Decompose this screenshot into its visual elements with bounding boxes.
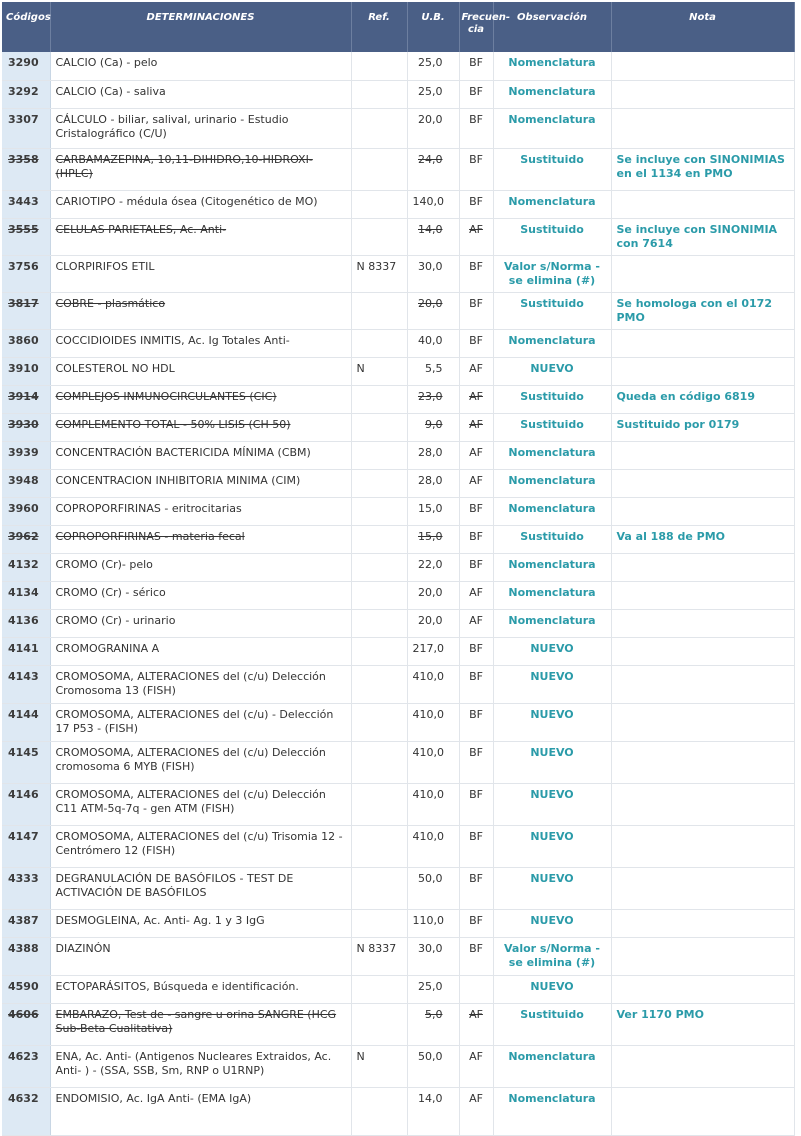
cell-obs: Nomenclatura	[493, 469, 611, 497]
cell-ref	[351, 190, 407, 218]
cell-ref: N	[351, 1045, 407, 1087]
cell-nota: Se homologa con el 0172 PMO	[611, 292, 794, 329]
cell-ref	[351, 637, 407, 665]
cell-det: COBRE - plasmático	[50, 292, 351, 329]
cell-det: CELULAS PARIETALES, Ac. Anti-	[50, 218, 351, 255]
cell-frec: BF	[459, 867, 493, 909]
cell-code: 3962	[2, 525, 50, 553]
cell-det: COLESTEROL NO HDL	[50, 357, 351, 385]
cell-code: 3860	[2, 329, 50, 357]
cell-ref	[351, 581, 407, 609]
header-determinaciones: DETERMINACIONES	[50, 2, 351, 52]
cell-ub: 30,0	[407, 255, 459, 292]
cell-ref	[351, 80, 407, 108]
cell-ref	[351, 609, 407, 637]
cell-frec: BF	[459, 255, 493, 292]
cell-obs: Nomenclatura	[493, 441, 611, 469]
cell-det: CALCIO (Ca) - pelo	[50, 52, 351, 80]
cell-det: ENDOMISIO, Ac. IgA Anti- (EMA IgA)	[50, 1087, 351, 1135]
cell-obs: NUEVO	[493, 975, 611, 1003]
cell-frec: BF	[459, 80, 493, 108]
cell-code: 4606	[2, 1003, 50, 1045]
cell-code: 3930	[2, 413, 50, 441]
cell-nota	[611, 581, 794, 609]
cell-frec: AF	[459, 469, 493, 497]
cell-ub: 30,0	[407, 937, 459, 975]
cell-ref	[351, 975, 407, 1003]
cell-det: CROMOSOMA, ALTERACIONES del (c/u) Delección C11 ATM-5q-7q - gen ATM (FISH)	[50, 783, 351, 825]
cell-obs: NUEVO	[493, 783, 611, 825]
cell-ub: 25,0	[407, 80, 459, 108]
cell-det: CÁLCULO - biliar, salival, urinario - Estudio Cristalográfico (C/U)	[50, 108, 351, 148]
cell-code: 3817	[2, 292, 50, 329]
cell-ub: 410,0	[407, 741, 459, 783]
determinaciones-table	[2, 2, 795, 1136]
cell-det: COPROPORFIRINAS - materia fecal	[50, 525, 351, 553]
cell-det: CONCENTRACION INHIBITORIA MINIMA (CIM)	[50, 469, 351, 497]
cell-ref	[351, 783, 407, 825]
cell-ub: 14,0	[407, 1087, 459, 1135]
cell-det: DIAZINÓN	[50, 937, 351, 975]
cell-ref	[351, 218, 407, 255]
cell-nota	[611, 441, 794, 469]
cell-frec: AF	[459, 1087, 493, 1135]
cell-frec: AF	[459, 581, 493, 609]
cell-ub: 410,0	[407, 665, 459, 703]
cell-ref	[351, 52, 407, 80]
table-row	[2, 867, 794, 909]
cell-ref	[351, 867, 407, 909]
cell-code: 4136	[2, 609, 50, 637]
cell-nota	[611, 80, 794, 108]
cell-ub: 410,0	[407, 783, 459, 825]
cell-det: COMPLEJOS INMUNOCIRCULANTES (CIC)	[50, 385, 351, 413]
cell-ref	[351, 909, 407, 937]
cell-nota: Va al 188 de PMO	[611, 525, 794, 553]
cell-obs: Sustituido	[493, 218, 611, 255]
cell-ref	[351, 1003, 407, 1045]
cell-frec: BF	[459, 525, 493, 553]
cell-ref	[351, 703, 407, 741]
table-row	[2, 148, 794, 190]
cell-ref	[351, 741, 407, 783]
cell-det: CROMOSOMA, ALTERACIONES del (c/u) Delección cromosoma 6 MYB (FISH)	[50, 741, 351, 783]
cell-nota	[611, 783, 794, 825]
cell-code: 3555	[2, 218, 50, 255]
cell-frec: AF	[459, 357, 493, 385]
table-header-row	[2, 2, 794, 52]
cell-nota	[611, 52, 794, 80]
cell-code: 3756	[2, 255, 50, 292]
cell-ref	[351, 148, 407, 190]
cell-det: CALCIO (Ca) - saliva	[50, 80, 351, 108]
cell-code: 3939	[2, 441, 50, 469]
cell-obs: Sustituido	[493, 148, 611, 190]
cell-code: 4388	[2, 937, 50, 975]
cell-ref	[351, 413, 407, 441]
cell-obs: NUEVO	[493, 637, 611, 665]
cell-frec: AF	[459, 1003, 493, 1045]
cell-frec: BF	[459, 783, 493, 825]
table-row	[2, 581, 794, 609]
cell-frec: BF	[459, 909, 493, 937]
table-row	[2, 218, 794, 255]
cell-nota: Se incluye con SINONIMIAS en el 1134 en PMO	[611, 148, 794, 190]
cell-code: 4623	[2, 1045, 50, 1087]
cell-code: 3948	[2, 469, 50, 497]
table-row	[2, 703, 794, 741]
cell-ref	[351, 497, 407, 525]
cell-obs: Valor s/Norma - se elimina (#)	[493, 255, 611, 292]
cell-code: 3358	[2, 148, 50, 190]
cell-frec: BF	[459, 937, 493, 975]
cell-frec: BF	[459, 148, 493, 190]
cell-obs: NUEVO	[493, 825, 611, 867]
cell-det: COMPLEMENTO TOTAL - 50% LISIS (CH 50)	[50, 413, 351, 441]
cell-code: 4387	[2, 909, 50, 937]
cell-frec: BF	[459, 553, 493, 581]
table-row	[2, 1087, 794, 1135]
cell-nota	[611, 665, 794, 703]
cell-frec: BF	[459, 292, 493, 329]
cell-nota	[611, 357, 794, 385]
table-row	[2, 1045, 794, 1087]
table-row	[2, 975, 794, 1003]
cell-ub: 20,0	[407, 108, 459, 148]
cell-ref	[351, 441, 407, 469]
cell-ref	[351, 1087, 407, 1135]
cell-obs: Sustituido	[493, 1003, 611, 1045]
cell-ub: 50,0	[407, 867, 459, 909]
cell-code: 4141	[2, 637, 50, 665]
cell-det: EMBARAZO, Test de - sangre u orina SANGRE (HCG Sub-Beta Cualitativa)	[50, 1003, 351, 1045]
cell-det: CARBAMAZEPINA, 10,11-DIHIDRO,10-HIDROXI- (HPLC)	[50, 148, 351, 190]
cell-nota	[611, 469, 794, 497]
cell-det: CROMOGRANINA A	[50, 637, 351, 665]
cell-ub: 50,0	[407, 1045, 459, 1087]
cell-ub: 20,0	[407, 292, 459, 329]
cell-ub: 410,0	[407, 703, 459, 741]
cell-frec	[459, 975, 493, 1003]
cell-det: COCCIDIOIDES INMITIS, Ac. Ig Totales Anti-	[50, 329, 351, 357]
table-row	[2, 385, 794, 413]
cell-ub: 22,0	[407, 553, 459, 581]
cell-det: CARIOTIPO - médula ósea (Citogenético de MO)	[50, 190, 351, 218]
cell-det: ECTOPARÁSITOS, Búsqueda e identificación.	[50, 975, 351, 1003]
table-body	[2, 52, 794, 1135]
cell-ref	[351, 292, 407, 329]
header-frecuencia	[459, 2, 511, 52]
cell-code: 4146	[2, 783, 50, 825]
cell-ref	[351, 825, 407, 867]
cell-ref	[351, 108, 407, 148]
cell-nota	[611, 867, 794, 909]
cell-ref	[351, 329, 407, 357]
cell-nota	[611, 553, 794, 581]
cell-nota	[611, 255, 794, 292]
cell-nota: Ver 1170 PMO	[611, 1003, 794, 1045]
cell-nota	[611, 108, 794, 148]
cell-nota: Se incluye con SINONIMIA con 7614	[611, 218, 794, 255]
cell-obs: NUEVO	[493, 741, 611, 783]
cell-obs: Nomenclatura	[493, 497, 611, 525]
cell-nota	[611, 703, 794, 741]
cell-code: 4134	[2, 581, 50, 609]
cell-ub: 15,0	[407, 525, 459, 553]
cell-nota	[611, 825, 794, 867]
cell-nota: Queda en código 6819	[611, 385, 794, 413]
cell-obs: NUEVO	[493, 867, 611, 909]
cell-ub: 14,0	[407, 218, 459, 255]
cell-frec: BF	[459, 741, 493, 783]
cell-frec: BF	[459, 825, 493, 867]
table-row	[2, 1003, 794, 1045]
cell-nota	[611, 329, 794, 357]
cell-ub: 24,0	[407, 148, 459, 190]
cell-ub: 110,0	[407, 909, 459, 937]
cell-nota: Sustituido por 0179	[611, 413, 794, 441]
table-row	[2, 741, 794, 783]
header-nota: Nota	[611, 2, 794, 52]
cell-obs: Nomenclatura	[493, 553, 611, 581]
cell-frec: BF	[459, 108, 493, 148]
table-row	[2, 637, 794, 665]
cell-ref: N 8337	[351, 937, 407, 975]
cell-ub: 217,0	[407, 637, 459, 665]
cell-det: DEGRANULACIÓN DE BASÓFILOS - TEST DE ACTIVACIÓN DE BASÓFILOS	[50, 867, 351, 909]
cell-obs: Nomenclatura	[493, 581, 611, 609]
table-row	[2, 255, 794, 292]
cell-ub: 5,5	[407, 357, 459, 385]
cell-code: 4333	[2, 867, 50, 909]
cell-nota	[611, 497, 794, 525]
cell-ref	[351, 553, 407, 581]
table-row	[2, 553, 794, 581]
cell-frec: BF	[459, 52, 493, 80]
cell-obs: Nomenclatura	[493, 609, 611, 637]
table-row	[2, 292, 794, 329]
cell-code: 3960	[2, 497, 50, 525]
header-ub: U.B.	[407, 2, 459, 52]
cell-frec: AF	[459, 413, 493, 441]
cell-frec: BF	[459, 329, 493, 357]
cell-obs: Nomenclatura	[493, 108, 611, 148]
cell-obs: NUEVO	[493, 357, 611, 385]
table-row	[2, 525, 794, 553]
cell-det: COPROPORFIRINAS - eritrocitarias	[50, 497, 351, 525]
table-row	[2, 413, 794, 441]
cell-obs: Nomenclatura	[493, 80, 611, 108]
cell-ub: 23,0	[407, 385, 459, 413]
cell-obs: Nomenclatura	[493, 1045, 611, 1087]
table-row	[2, 469, 794, 497]
cell-nota	[611, 975, 794, 1003]
cell-code: 3443	[2, 190, 50, 218]
cell-ub: 25,0	[407, 52, 459, 80]
cell-ref	[351, 469, 407, 497]
cell-obs: Sustituido	[493, 413, 611, 441]
cell-obs: Sustituido	[493, 525, 611, 553]
cell-ub: 40,0	[407, 329, 459, 357]
cell-nota	[611, 741, 794, 783]
cell-obs: Sustituido	[493, 385, 611, 413]
cell-code: 4145	[2, 741, 50, 783]
table-row	[2, 80, 794, 108]
cell-ref	[351, 665, 407, 703]
cell-det: CLORPIRIFOS ETIL	[50, 255, 351, 292]
cell-ref	[351, 525, 407, 553]
cell-frec: AF	[459, 1045, 493, 1087]
cell-ub: 20,0	[407, 609, 459, 637]
header-frecuencia-line2: cia	[467, 24, 485, 35]
cell-obs: NUEVO	[493, 703, 611, 741]
cell-nota	[611, 637, 794, 665]
cell-frec: BF	[459, 703, 493, 741]
table-row	[2, 190, 794, 218]
cell-nota	[611, 909, 794, 937]
cell-code: 4143	[2, 665, 50, 703]
cell-det: CROMOSOMA, ALTERACIONES del (c/u) Trisomia 12 - Centrómero 12 (FISH)	[50, 825, 351, 867]
table-row	[2, 52, 794, 80]
cell-frec: AF	[459, 441, 493, 469]
cell-obs: NUEVO	[493, 909, 611, 937]
cell-det: DESMOGLEINA, Ac. Anti- Ag. 1 y 3 IgG	[50, 909, 351, 937]
table-row	[2, 909, 794, 937]
cell-code: 3292	[2, 80, 50, 108]
cell-obs: Nomenclatura	[493, 52, 611, 80]
header-ref: Ref.	[351, 2, 407, 52]
table-row	[2, 609, 794, 637]
table-row	[2, 329, 794, 357]
cell-frec: BF	[459, 190, 493, 218]
cell-obs: Nomenclatura	[493, 190, 611, 218]
table-row	[2, 441, 794, 469]
cell-frec: AF	[459, 218, 493, 255]
cell-ub: 28,0	[407, 469, 459, 497]
table-row	[2, 937, 794, 975]
cell-obs: Nomenclatura	[493, 1087, 611, 1135]
header-frecuencia-line1: Frecuen-	[461, 12, 511, 23]
cell-det: CROMO (Cr) - urinario	[50, 609, 351, 637]
cell-ub: 5,0	[407, 1003, 459, 1045]
cell-obs: Valor s/Norma - se elimina (#)	[493, 937, 611, 975]
cell-ub: 410,0	[407, 825, 459, 867]
cell-det: CROMOSOMA, ALTERACIONES del (c/u) Delección Cromosoma 13 (FISH)	[50, 665, 351, 703]
cell-code: 3910	[2, 357, 50, 385]
header-observacion: Observación	[493, 2, 611, 52]
cell-ub: 25,0	[407, 975, 459, 1003]
cell-code: 3307	[2, 108, 50, 148]
cell-obs: Nomenclatura	[493, 329, 611, 357]
cell-det: CROMO (Cr) - sérico	[50, 581, 351, 609]
cell-ub: 9,0	[407, 413, 459, 441]
cell-ref: N 8337	[351, 255, 407, 292]
table-row	[2, 108, 794, 148]
table-row	[2, 665, 794, 703]
cell-nota	[611, 190, 794, 218]
cell-det: CROMOSOMA, ALTERACIONES del (c/u) - Delección 17 P53 - (FISH)	[50, 703, 351, 741]
cell-code: 4144	[2, 703, 50, 741]
cell-code: 4590	[2, 975, 50, 1003]
cell-code: 3914	[2, 385, 50, 413]
cell-nota	[611, 1087, 794, 1135]
cell-ub: 15,0	[407, 497, 459, 525]
cell-det: CONCENTRACIÓN BACTERICIDA MÍNIMA (CBM)	[50, 441, 351, 469]
cell-code: 4147	[2, 825, 50, 867]
cell-obs: Sustituido	[493, 292, 611, 329]
table-row	[2, 825, 794, 867]
cell-frec: BF	[459, 497, 493, 525]
cell-nota	[611, 1045, 794, 1087]
cell-code: 4632	[2, 1087, 50, 1135]
cell-ref: N	[351, 357, 407, 385]
cell-det: ENA, Ac. Anti- (Antigenos Nucleares Extraidos, Ac. Anti- ) - (SSA, SSB, Sm, RNP o U1RNP)	[50, 1045, 351, 1087]
cell-ub: 140,0	[407, 190, 459, 218]
cell-frec: BF	[459, 637, 493, 665]
cell-ub: 28,0	[407, 441, 459, 469]
cell-code: 3290	[2, 52, 50, 80]
header-codigos: Códigos	[2, 2, 50, 52]
table-row	[2, 783, 794, 825]
table-row	[2, 497, 794, 525]
table-row	[2, 357, 794, 385]
cell-nota	[611, 609, 794, 637]
cell-frec: AF	[459, 385, 493, 413]
cell-obs: NUEVO	[493, 665, 611, 703]
cell-frec: AF	[459, 609, 493, 637]
cell-det: CROMO (Cr)- pelo	[50, 553, 351, 581]
cell-nota	[611, 937, 794, 975]
cell-frec: BF	[459, 665, 493, 703]
cell-ref	[351, 385, 407, 413]
cell-ub: 20,0	[407, 581, 459, 609]
cell-code: 4132	[2, 553, 50, 581]
